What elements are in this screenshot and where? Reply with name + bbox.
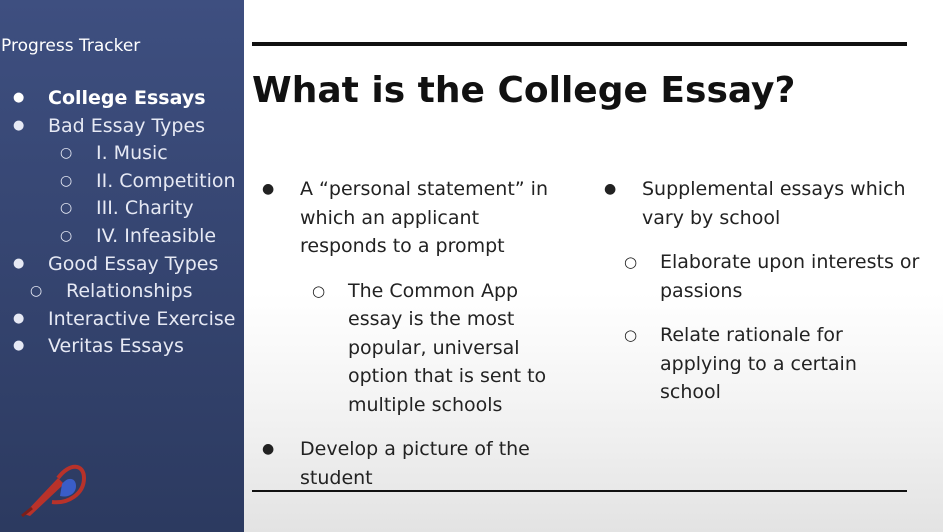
nav-item-label: Veritas Essays <box>48 335 184 358</box>
bullet-icon: ● <box>262 441 275 457</box>
sub-bullet-icon: ○ <box>312 281 326 300</box>
list-item <box>602 248 922 305</box>
pen-nib-logo-icon <box>18 454 88 518</box>
progress-sidebar <box>0 0 244 532</box>
nav-item-label: I. Music <box>96 142 168 165</box>
right-column <box>602 175 922 407</box>
list-item <box>602 175 922 232</box>
sub-bullet-icon: ○ <box>60 200 73 217</box>
bullet-icon: ● <box>13 255 25 271</box>
left-column <box>260 175 560 492</box>
bullet-icon: ● <box>13 117 25 133</box>
bullet-icon: ● <box>13 338 25 354</box>
nav-item-label: Good Essay Types <box>48 252 219 275</box>
bullet-text: Supplemental essays which vary by school <box>642 178 906 229</box>
list-item <box>260 277 560 420</box>
list-item <box>602 321 922 407</box>
bullet-icon: ● <box>262 181 275 197</box>
list-item <box>260 435 560 492</box>
nav-item-label: College Essays <box>48 87 206 109</box>
sub-bullet-icon: ○ <box>60 145 73 162</box>
top-divider <box>252 42 907 46</box>
nav-item-label: Relationships <box>66 280 193 303</box>
list-item <box>260 175 560 261</box>
nav-item-label: II. Competition <box>96 169 236 192</box>
bullet-icon: ● <box>604 181 617 197</box>
sub-bullet-icon: ○ <box>624 326 638 344</box>
sub-bullet-icon: ○ <box>60 172 73 189</box>
nav-item-label: IV. Infeasible <box>96 224 217 247</box>
nav-item-label: Interactive Exercise <box>48 307 236 330</box>
bullet-icon: ● <box>13 90 25 105</box>
bullet-icon: ● <box>13 310 25 326</box>
bullet-text: The Common App essay is the most popular, universal option that is sent to multiple schools <box>348 279 547 416</box>
nav-item-label: III. Charity <box>96 197 194 220</box>
sub-bullet-icon: ○ <box>624 253 638 271</box>
slide-content <box>244 0 943 532</box>
bullet-text: Elaborate upon interests or passions <box>660 251 920 302</box>
slide-title: What is the College Essay? <box>252 70 796 111</box>
bullet-text: Relate rationale for applying to a certain school <box>660 324 857 403</box>
sub-bullet-icon: ○ <box>60 227 73 244</box>
progress-tracker-title: Progress Tracker <box>1 36 141 56</box>
bullet-text: Develop a picture of the student <box>300 438 530 489</box>
sub-bullet-icon: ○ <box>30 283 43 300</box>
bottom-divider <box>252 490 907 492</box>
bullet-text: A “personal statement” in which an applicant responds to a prompt <box>300 178 548 257</box>
nav-item-label: Bad Essay Types <box>48 114 206 137</box>
